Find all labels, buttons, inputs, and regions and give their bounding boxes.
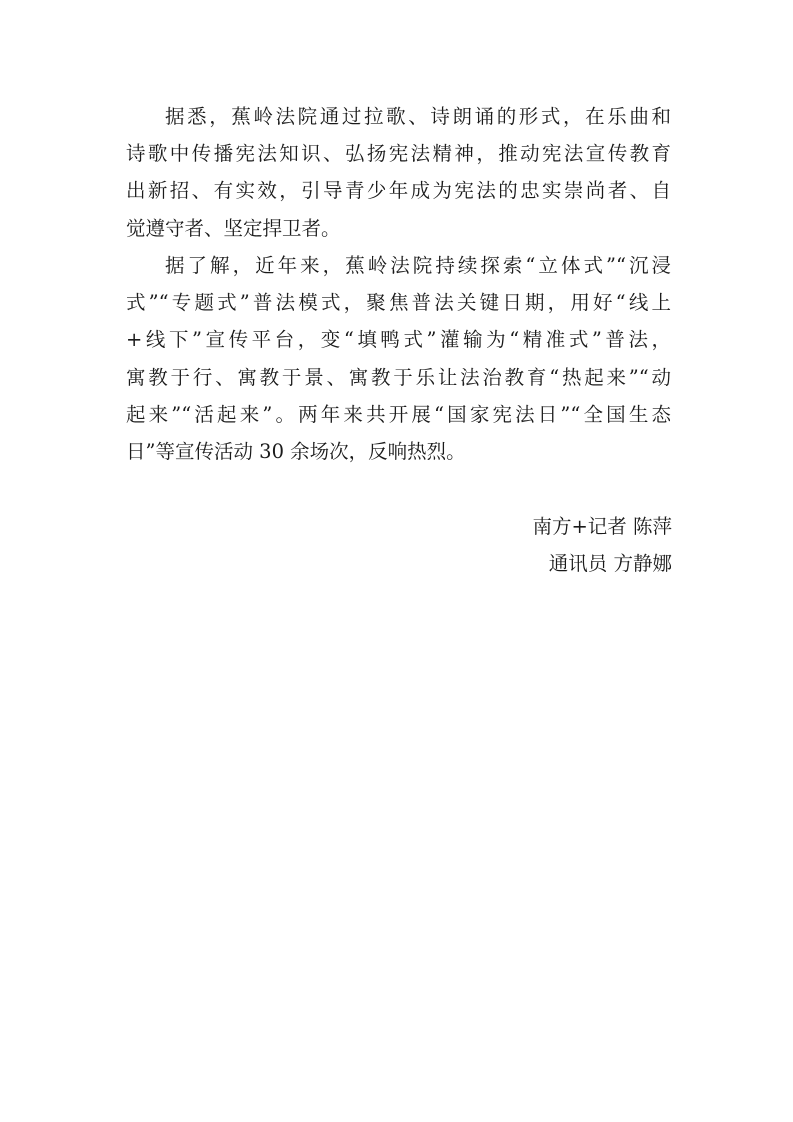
paragraph-2-line-5: 起来”“活起来”。两年来共开展“国家宪法日”“全国生态: [126, 403, 671, 426]
paragraph-1-line-1: 据悉，蕉岭法院通过拉歌、诗朗诵的形式，在乐曲和: [165, 105, 671, 128]
paragraph-2-line-3: +线下”宣传平台，变“填鸭式”灌输为“精准式”普法，: [126, 328, 671, 351]
paragraph-2-line-4: 寓教于行、寓教于景、寓教于乐让法治教育“热起来”“动: [126, 366, 671, 389]
paragraph-2-line-1: 据了解，近年来，蕉岭法院持续探索“立体式”“沉浸: [165, 254, 671, 277]
paragraph-2-line-2: 式”“专题式”普法模式，聚焦普法关键日期，用好“线上: [126, 291, 671, 314]
paragraph-1-line-3: 出新招、有实效，引导青少年成为宪法的忠实崇尚者、自: [126, 179, 671, 202]
paragraph-1-line-2: 诗歌中传播宪法知识、弘扬宪法精神，推动宪法宣传教育: [126, 142, 671, 165]
byline-reporter: 南方+记者 陈萍: [532, 515, 672, 538]
paragraph-2-line-6: 日”等宣传活动 30 余场次，反响热烈。: [126, 440, 466, 463]
paragraph-1-line-4: 觉遵守者、坚定捍卫者。: [126, 217, 341, 240]
byline-correspondent: 通讯员 方静娜: [548, 552, 672, 575]
